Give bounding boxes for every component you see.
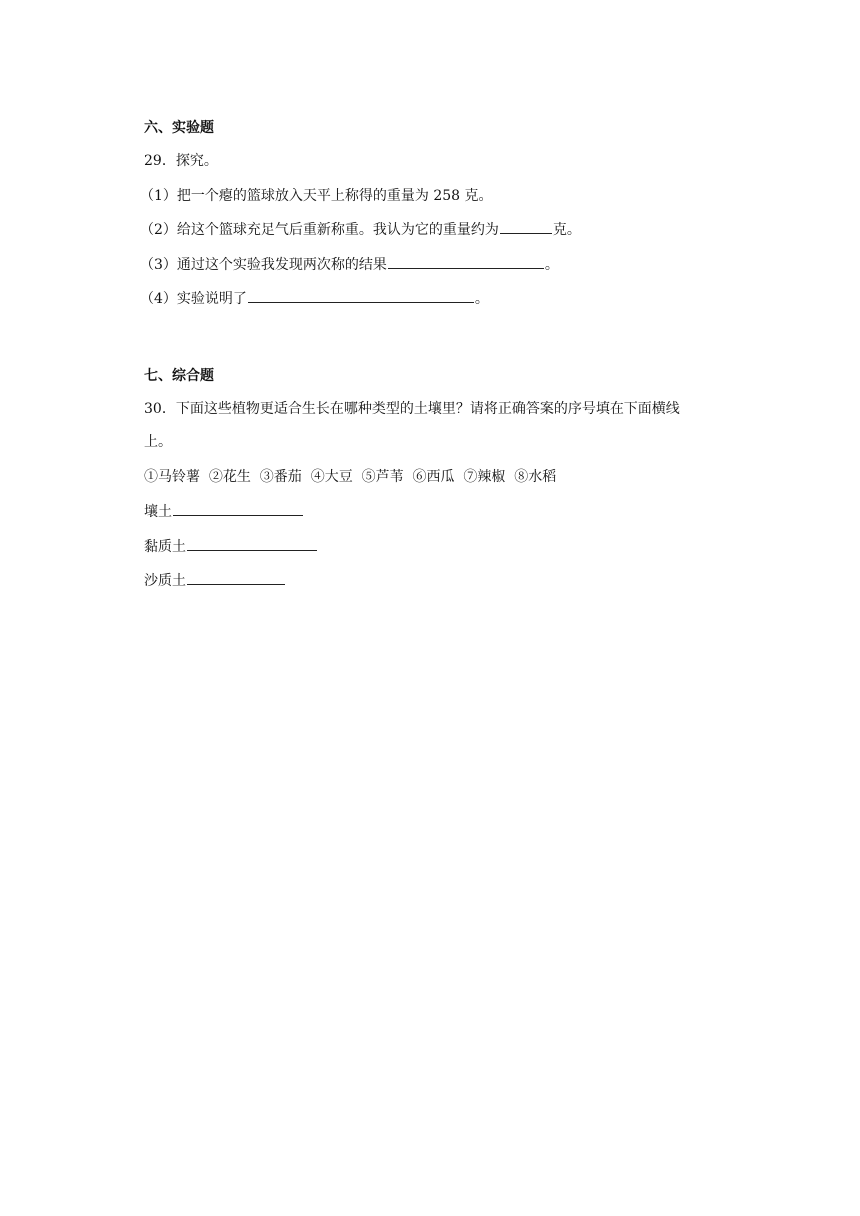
q29-part3-text: （3）通过这个实验我发现两次称的结果 [140, 257, 387, 273]
q30-stem-line1: 30．下面这些植物更适合生长在哪种类型的土壤里？请将正确答案的序号填在下面横线 [144, 401, 680, 417]
soil-sandy-row [144, 570, 286, 591]
q30-stem-line2: 上。 [144, 434, 172, 450]
answer-blank[interactable] [500, 219, 552, 234]
q30-options: ①马铃薯 ②花生 ③番茄 ④大豆 ⑤芦苇 ⑥西瓜 ⑦辣椒 ⑧水稻 [144, 469, 557, 485]
soil-clay-row [144, 536, 318, 557]
section7-heading: 七、综合题 [144, 368, 214, 384]
answer-blank[interactable] [388, 254, 544, 269]
q29-part3 [140, 254, 559, 275]
q29-part2 [140, 219, 581, 240]
q29-part2-text: （2）给这个篮球充足气后重新称重。我认为它的重量约为 [140, 222, 499, 238]
q29-part2-unit: 克。 [552, 222, 581, 238]
q29-part4-end: 。 [474, 291, 489, 307]
soil-clay-label: 黏质土 [144, 539, 186, 555]
answer-blank[interactable] [173, 501, 303, 516]
soil-sandy-label: 沙质土 [144, 573, 186, 589]
answer-blank[interactable] [187, 570, 285, 585]
soil-loam-row [144, 501, 304, 522]
q29-part4 [140, 288, 489, 309]
section6-heading: 六、实验题 [144, 120, 214, 136]
q29-stem: 29．探究。 [144, 153, 218, 169]
answer-blank[interactable] [248, 288, 474, 303]
answer-blank[interactable] [187, 536, 317, 551]
q29-part1: （1）把一个瘪的篮球放入天平上称得的重量为 258 克。 [140, 188, 493, 204]
soil-loam-label: 壤土 [144, 504, 172, 520]
q29-part3-end: 。 [544, 257, 559, 273]
q29-part4-text: （4）实验说明了 [140, 291, 247, 307]
